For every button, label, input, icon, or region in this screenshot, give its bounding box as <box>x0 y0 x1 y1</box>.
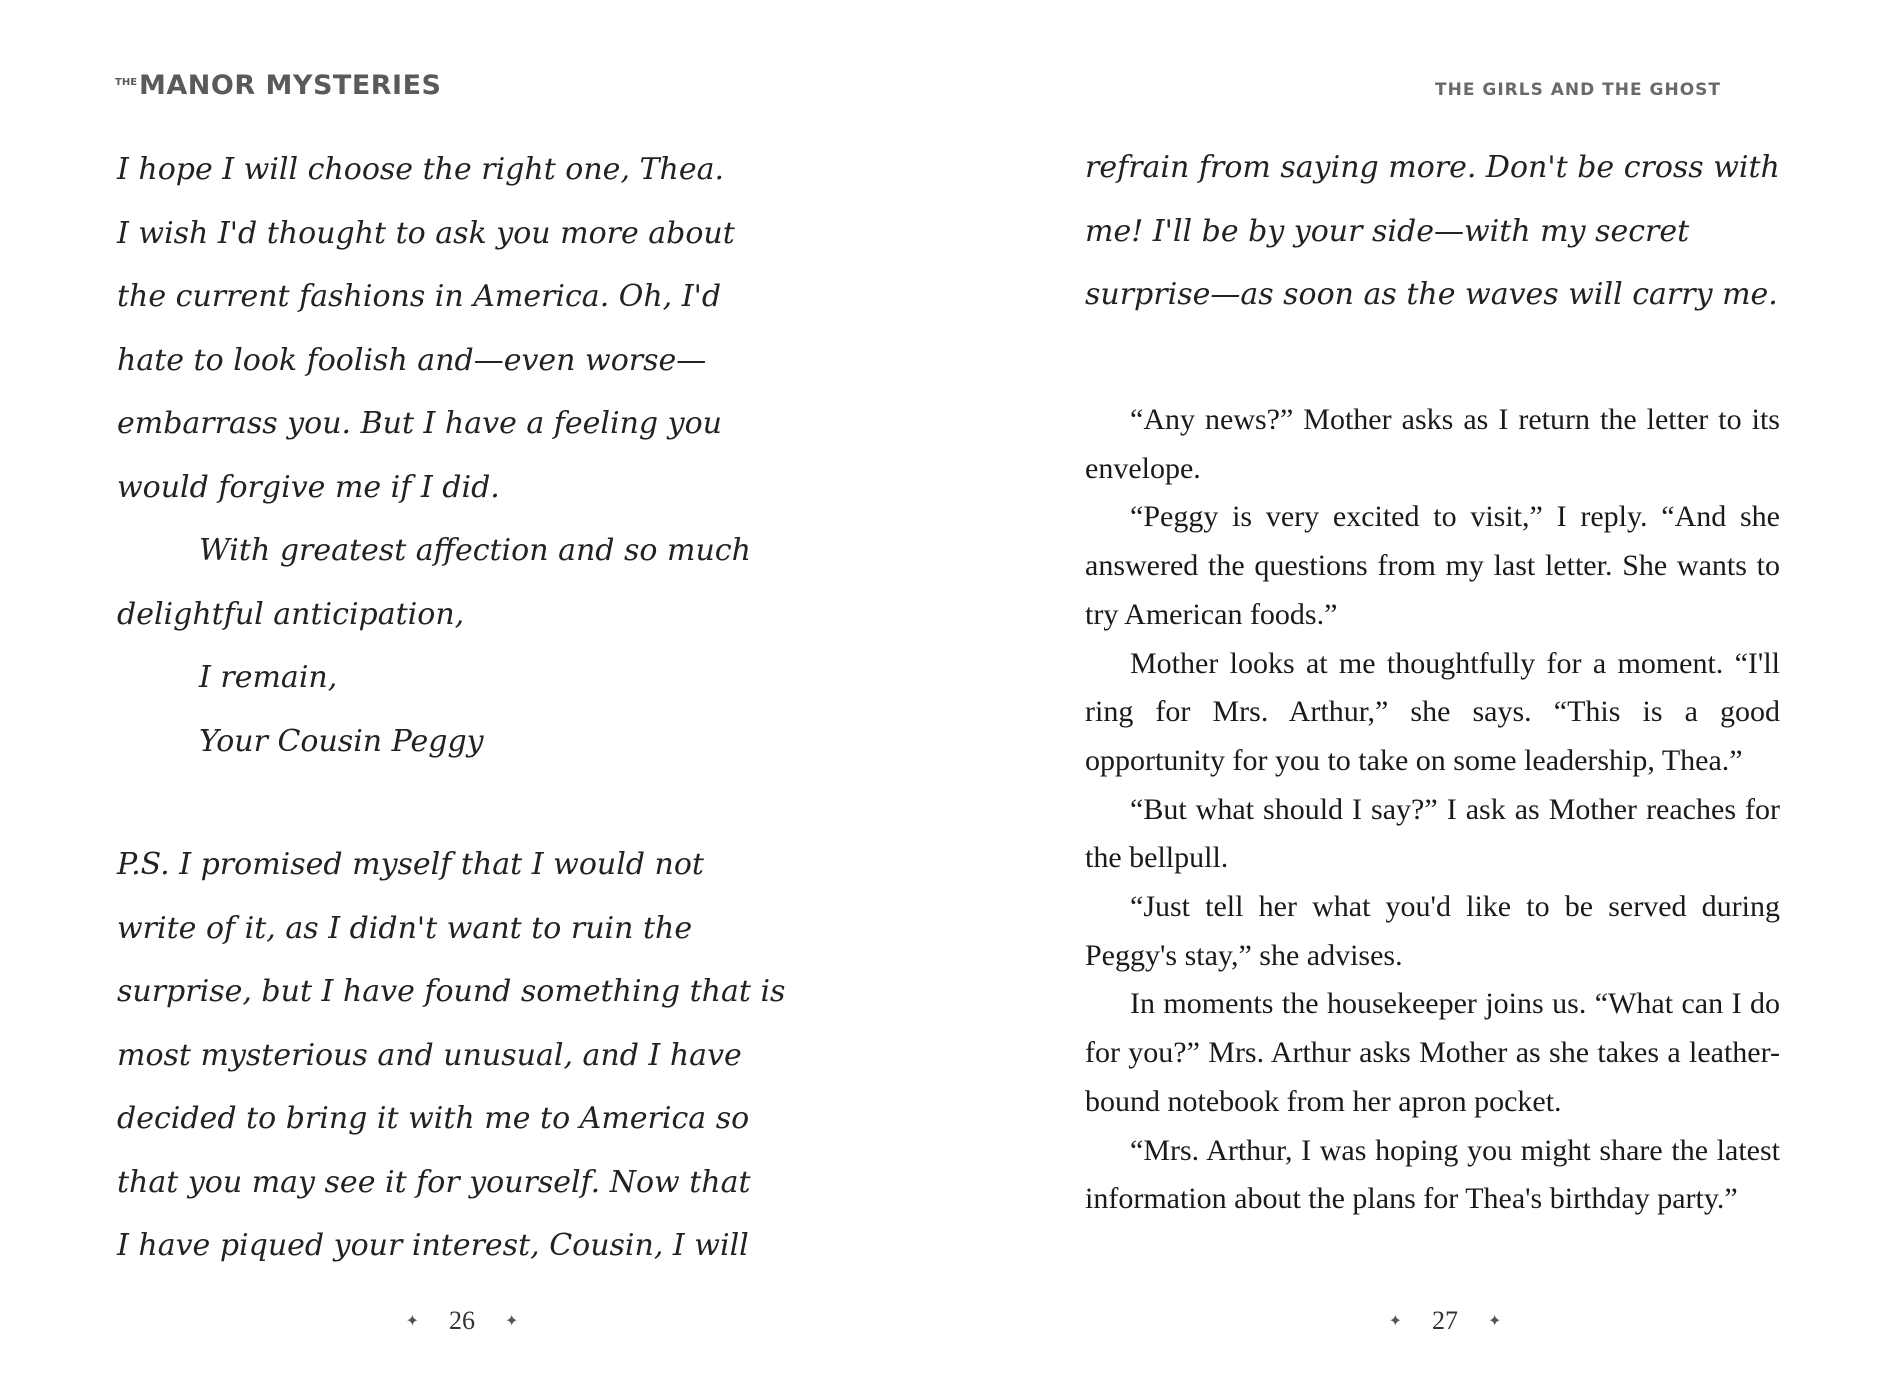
letter-line: hate to look foolish and—even worse— <box>117 342 707 378</box>
page-number: 26 <box>449 1306 475 1335</box>
ornament-icon: ✦ <box>1488 1313 1502 1330</box>
ps-line: I have piqued your interest, Cousin, I will <box>117 1228 749 1263</box>
letter-line: me! I'll be by your side—with my secret <box>1085 213 1690 249</box>
paragraph: “Any news?” Mother asks as I return the letter to its envelope. <box>1085 403 1780 485</box>
series-title <box>115 70 442 101</box>
ps-line: surprise, but I have found something that is <box>117 974 786 1009</box>
left-page <box>0 0 940 1400</box>
letter-line: embarrass you. But I have a feeling you <box>117 406 722 441</box>
letter-body <box>117 138 751 773</box>
paragraph: Mother looks at me thoughtfully for a moment. “I'll ring for Mrs. Arthur,” she says. “This is a good opportunity for you to take on some leadership, Thea.” <box>1085 646 1780 777</box>
paragraph: In moments the housekeeper joins us. “What can I do for you?” Mrs. Arthur asks Mother as she takes a leather-bound notebook from her apron pocket. <box>1085 987 1780 1118</box>
letter-line: would forgive me if I did. <box>117 469 500 505</box>
page-number-left <box>312 1306 612 1336</box>
ornament-icon: ✦ <box>405 1313 419 1330</box>
ps-line: that you may see it for yourself. Now that <box>117 1164 751 1200</box>
letter-line: I wish I'd thought to ask you more about <box>117 215 735 251</box>
signature: Your Cousin Peggy <box>199 723 484 759</box>
letter-line: refrain from saying more. Don't be cross with <box>1085 150 1780 185</box>
paragraph: “But what should I say?” I ask as Mother reaches for the bellpull. <box>1085 792 1780 875</box>
letter-line: surprise—as soon as the waves will carry me. <box>1085 277 1778 312</box>
closing-line: I remain, <box>199 660 338 695</box>
closing-line: With greatest affection and so much <box>199 533 751 568</box>
letter-line: the current fashions in America. Oh, I'd <box>117 279 722 314</box>
letter-line: I hope I will choose the right one, Thea. <box>117 152 725 187</box>
ps-line: write of it, as I didn't want to ruin the <box>117 910 693 946</box>
paragraph: “Mrs. Arthur, I was hoping you might share the latest information about the plans for Thea's birthday party.” <box>1085 1133 1780 1216</box>
series-name: MANOR MYSTERIES <box>139 70 442 101</box>
series-prefix: THE <box>115 77 138 88</box>
paragraph: “Just tell her what you'd like to be served during Peggy's stay,” she advises. <box>1085 890 1780 972</box>
ornament-icon: ✦ <box>1388 1313 1402 1330</box>
postscript <box>117 833 785 1278</box>
ornament-icon: ✦ <box>505 1313 519 1330</box>
ps-line: P.S. I promised myself that I would not <box>117 847 704 882</box>
page-number: 27 <box>1432 1306 1458 1335</box>
narrative-text <box>1085 396 1780 1224</box>
right-page <box>940 0 1881 1400</box>
running-head: THE GIRLS AND THE GHOST <box>1435 80 1721 100</box>
closing-line: delightful anticipation, <box>117 596 465 632</box>
letter-continuation <box>1085 136 1780 327</box>
ps-line: decided to bring it with me to America so <box>117 1101 750 1136</box>
paragraph: “Peggy is very excited to visit,” I reply. “And she answered the questions from my last letter. She wants to try American foods.” <box>1085 500 1780 631</box>
page-number-right <box>1295 1306 1595 1336</box>
ps-line: most mysterious and unusual, and I have <box>117 1037 742 1073</box>
